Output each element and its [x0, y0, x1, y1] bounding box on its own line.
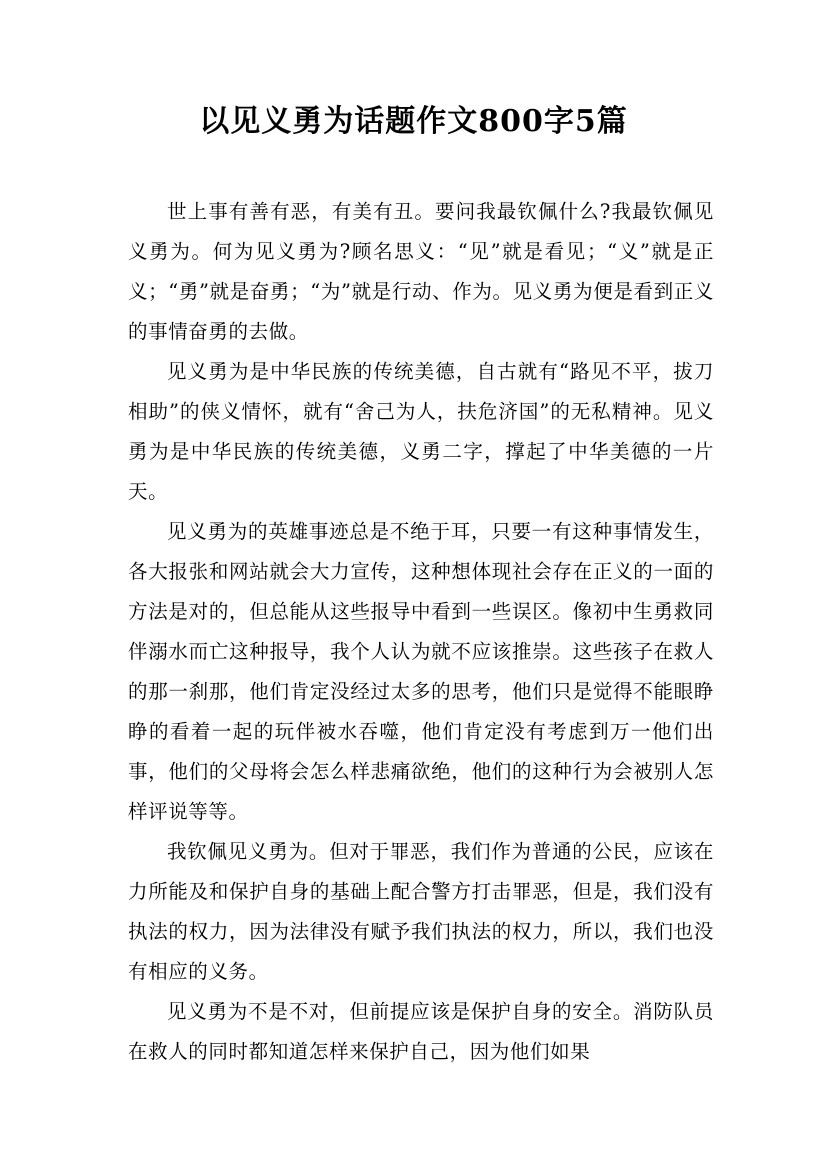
paragraph-4: 我钦佩见义勇为。但对于罪恶，我们作为普通的公民，应该在力所能及和保护自身的基础上配合警方打击罪恶，但是，我们没有执法的权力，因为法律没有赋予我们执法的权力，所以，我们也没有相应的义务。 — [128, 840, 714, 983]
paragraph-5: 见义勇为不是不对，但前提应该是保护自身的安全。消防队员在救人的同时都知道怎样来保护自己，因为他们如果 — [128, 1000, 714, 1063]
paragraph-1: 世上事有善有恶，有美有丑。要问我最钦佩什么?我最钦佩见义勇为。何为见义勇为?顾名思义：“见”就是看见；“义”就是正义；“勇”就是奋勇；“为”就是行动、作为。见义勇为便是看到正义的事情奋勇的去做。 — [128, 200, 714, 343]
document-body — [128, 192, 714, 1072]
paragraph-3: 见义勇为的英雄事迹总是不绝于耳，只要一有这种事情发生，各大报张和网站就会大力宣传，这种想体现社会存在正义的一面的方法是对的，但总能从这些报导中看到一些误区。像初中生勇救同伴溺水而亡这种报导，我个人认为就不应该推崇。这些孩子在救人的那一刹那，他们肯定没经过太多的思考，他们只是觉得不能眼睁睁的看着一起的玩伴被水吞噬，他们肯定没有考虑到万一他们出事，他们的父母将会怎么样悲痛欲绝，他们的这种行为会被别人怎样评说等等。 — [128, 520, 714, 823]
document-title: 以见义勇为话题作文800字5篇 — [199, 104, 628, 139]
paragraph-2: 见义勇为是中华民族的传统美德，自古就有“路见不平，拔刀相助”的侠义情怀，就有“舍己为人，扶危济国”的无私精神。见义勇为是中华民族的传统美德，义勇二字，撑起了中华美德的一片天。 — [128, 360, 714, 503]
